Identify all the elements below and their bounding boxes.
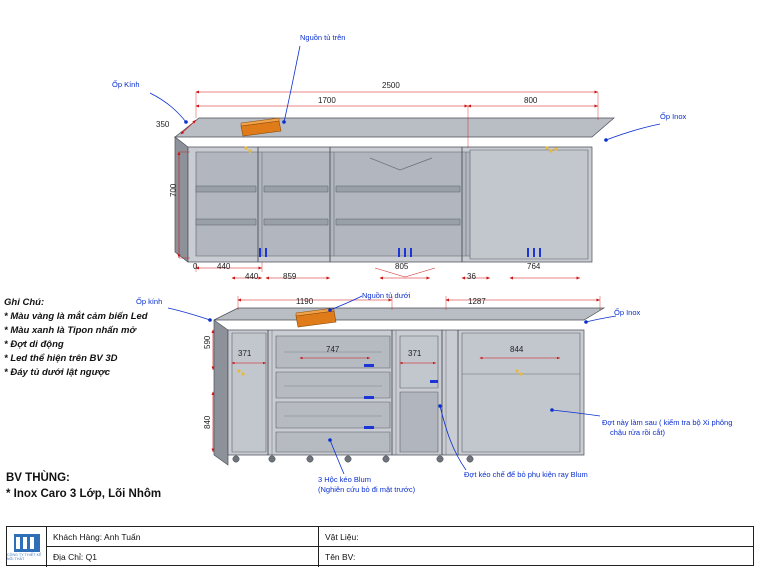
callout-dot-nay-line2: chậu rửa rồi cắt) <box>610 428 666 437</box>
dim-height-840: 840 <box>203 415 212 429</box>
dim-bay-747: 747 <box>326 345 340 354</box>
dim-overall-width: 2500 <box>382 81 400 90</box>
callout-op-kinh-lower: Ốp kính <box>136 297 163 306</box>
note-item-4: * Led thể hiện trên BV 3D <box>4 353 118 364</box>
dim-depth: 350 <box>156 120 170 129</box>
dim-span-left: 1700 <box>318 96 336 105</box>
dim-chain-805: 805 <box>395 262 409 271</box>
dim-height-upper: 700 <box>169 183 178 197</box>
material-row: Vật Liệu: <box>319 527 753 547</box>
dim-height-590: 590 <box>203 335 212 349</box>
callout-op-inox-upper: Ốp Inox <box>660 112 687 121</box>
dim-chain-764: 764 <box>527 262 541 271</box>
bv-block <box>6 470 161 502</box>
notes-heading: Ghi Chú: <box>4 297 45 308</box>
dim-lower-span-right: 1287 <box>468 297 486 306</box>
company-logo-text: CÔNG TY THIẾT KẾ NỘI THẤT <box>7 552 42 561</box>
callout-nguon-tu-duoi: Nguồn tủ dưới <box>362 291 411 300</box>
callout-hoc-keo-blum-line2: (Nghiên cứu bỏ đi mặt trước) <box>318 485 416 494</box>
dim-bay-371b: 371 <box>408 349 422 358</box>
dim-chain-859: 859 <box>283 272 297 281</box>
callout-nguon-tu-tren: Nguồn tủ trên <box>300 33 346 42</box>
customer-row: Khách Hàng: Anh Tuấn <box>47 527 318 547</box>
dim-chain-440b: 440 <box>245 272 259 281</box>
address-row: Địa Chỉ: Q1 <box>53 552 97 562</box>
bv-line-2: * Inox Caro 3 Lớp, Lõi Nhôm <box>6 488 162 500</box>
callout-op-kinh-upper: Ốp Kính <box>112 80 140 89</box>
dim-chain-36: 36 <box>467 272 476 281</box>
dim-bay-371a: 371 <box>238 349 252 358</box>
notes-block <box>4 296 194 380</box>
title-block-left <box>47 527 319 567</box>
dim-chain-0: 0 <box>193 262 198 271</box>
dim-span-right: 800 <box>524 96 538 105</box>
title-block-right <box>319 527 753 567</box>
dim-bay-844: 844 <box>510 345 524 354</box>
company-logo <box>7 527 47 567</box>
dim-lower-span-left: 1190 <box>296 297 314 306</box>
note-item-5: * Đáy tủ dưới lật ngược <box>4 367 111 378</box>
callout-dot-nay-line1: Đợt này làm sau ( kiểm tra bộ Xi phông <box>602 418 733 427</box>
bv-line-1: BV THÙNG: <box>6 472 70 484</box>
title-block <box>6 526 754 566</box>
dim-chain-440a: 440 <box>217 262 231 271</box>
note-item-1: * Màu vàng là mắt cảm biến Led <box>4 311 148 322</box>
building-icon <box>14 534 40 552</box>
note-item-2: * Màu xanh là Tipon nhấn mở <box>4 325 136 336</box>
callout-op-inox-lower: Ốp Inox <box>614 308 641 317</box>
note-item-3: * Đợt di động <box>4 339 64 350</box>
callout-hoc-keo-blum-line1: 3 Hộc kéo Blum <box>318 475 371 484</box>
drawing-name-row: Tên BV: <box>325 552 356 562</box>
callout-keo-che: Đợt kéo chế để bỏ phụ kiện ray Blum <box>464 470 588 479</box>
